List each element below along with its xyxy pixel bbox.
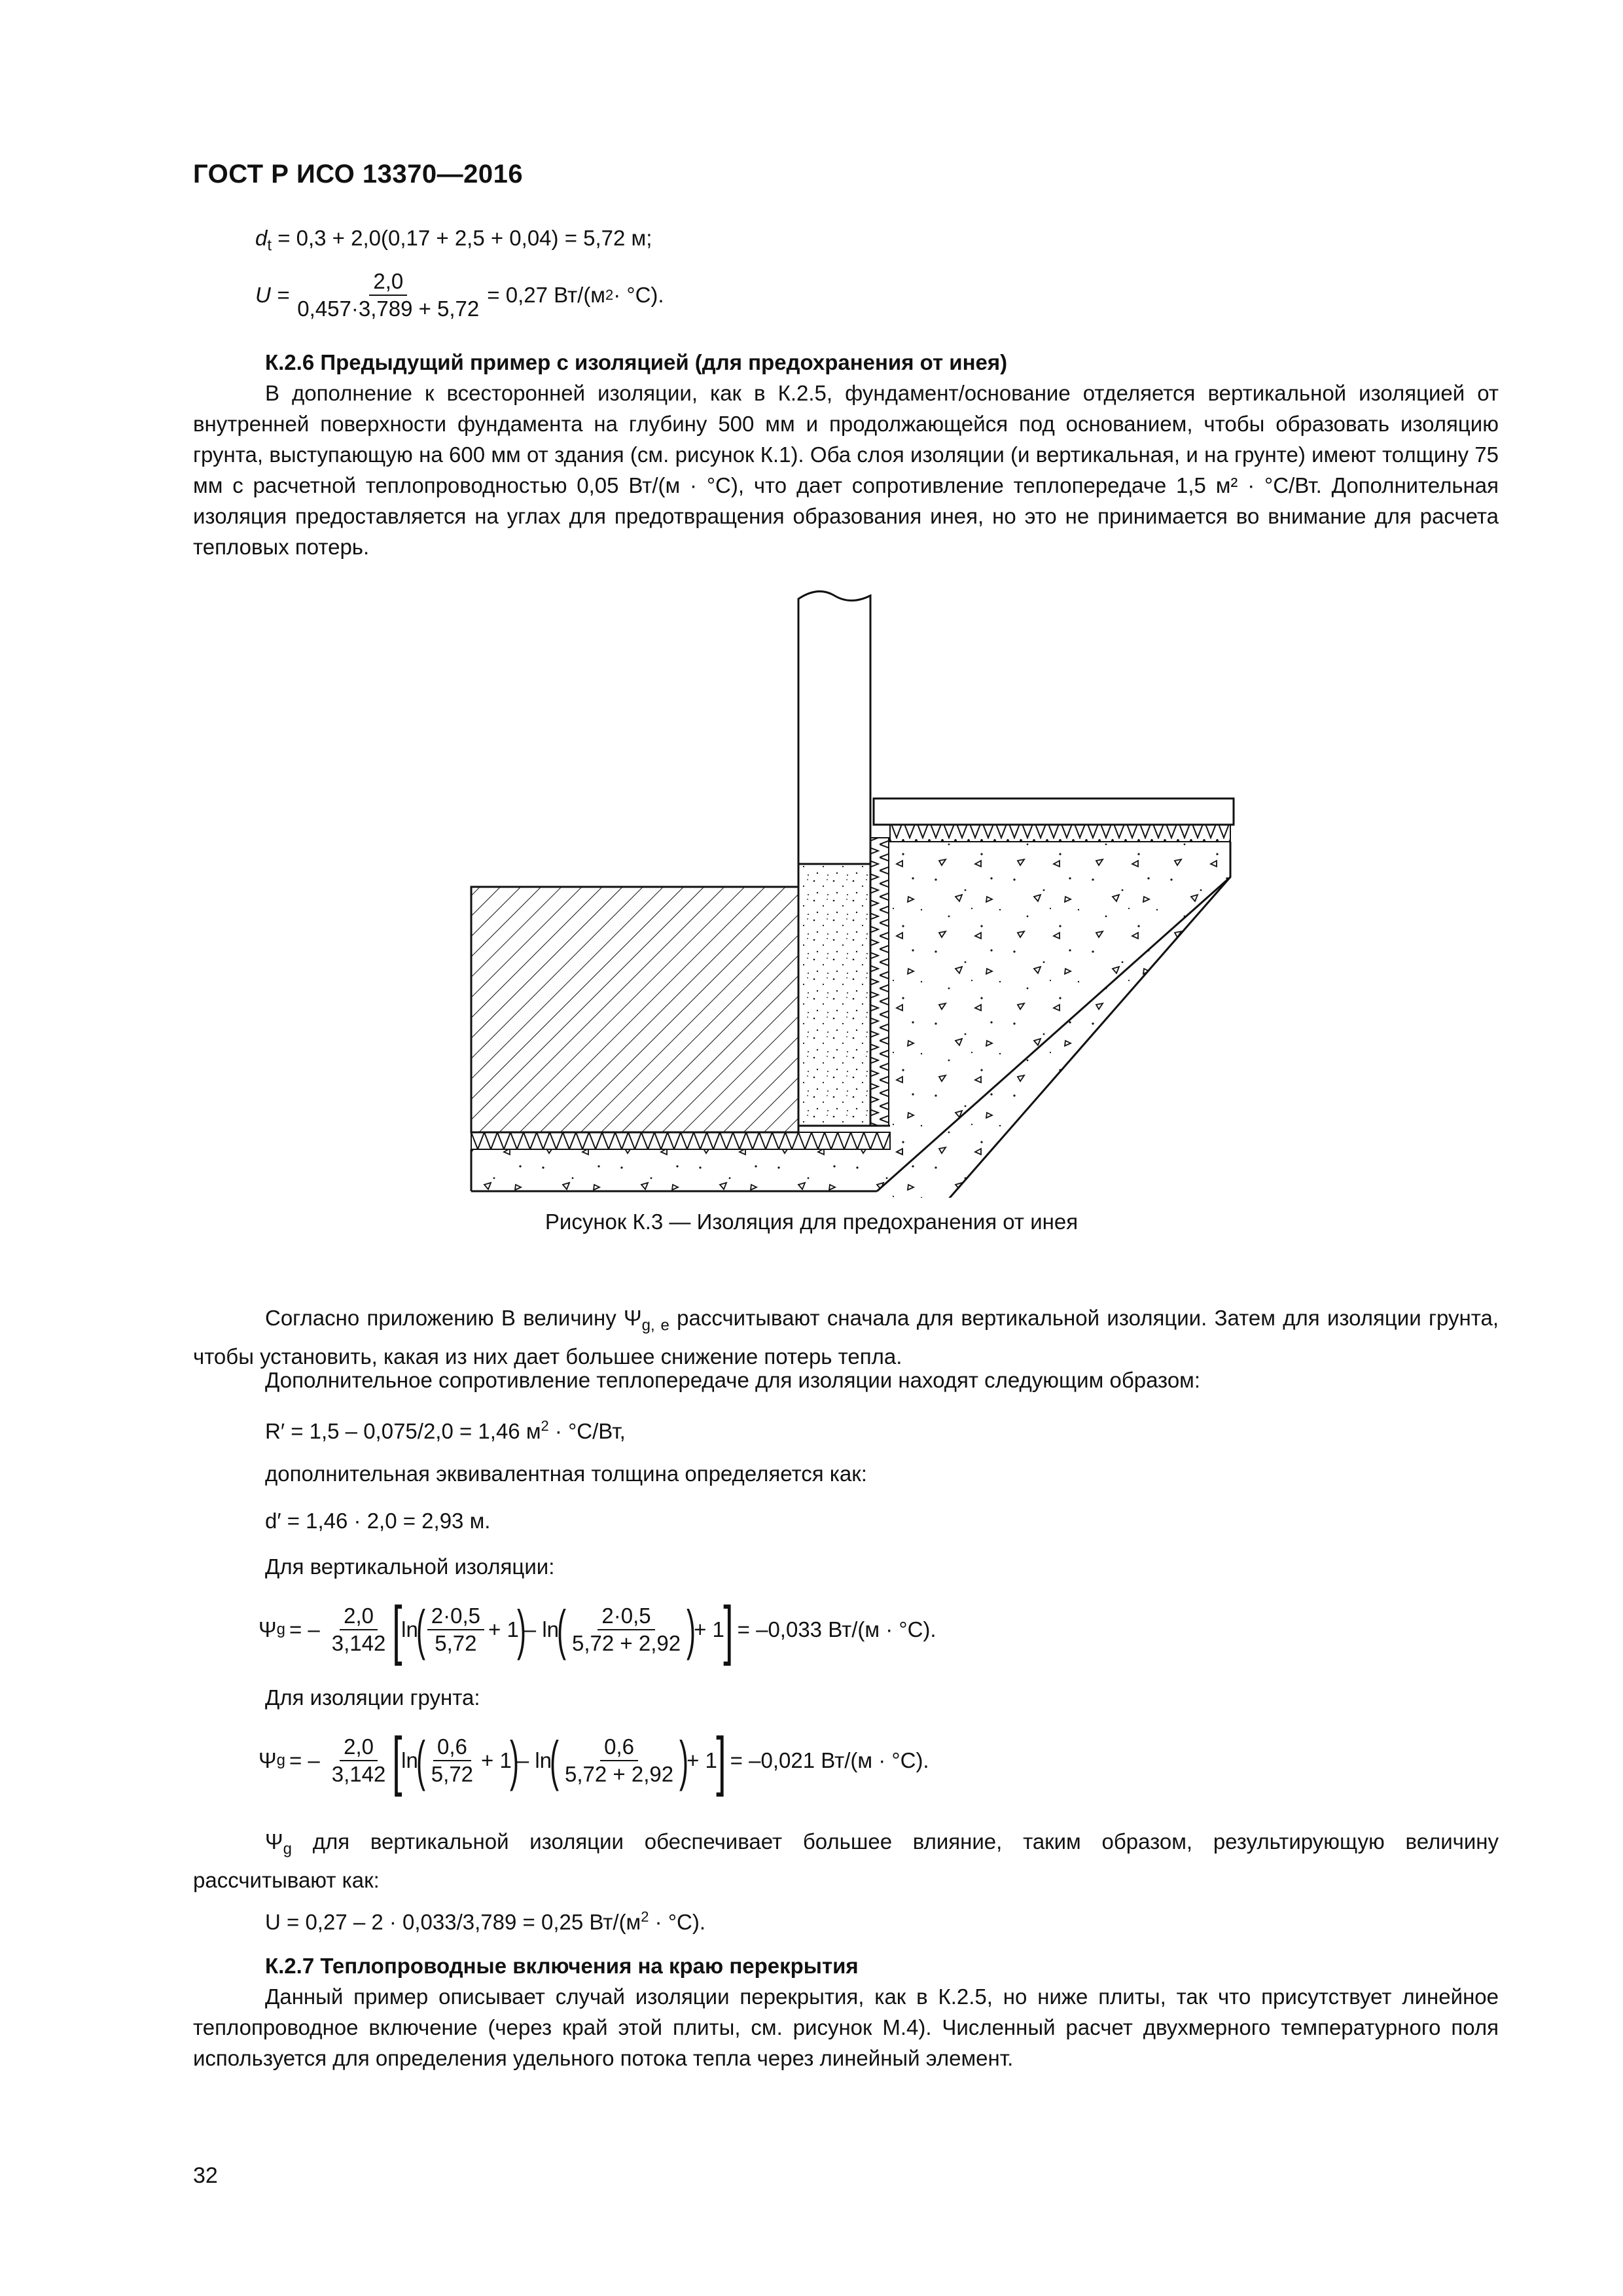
dt-subscript: t <box>267 236 272 255</box>
psi-v-frac3 <box>568 1603 685 1657</box>
psi-v-plus1: + 1 <box>488 1617 519 1641</box>
psi-v-frac2-den: 5,72 <box>435 1631 477 1655</box>
psi-v-coef-den: 3,142 <box>331 1631 386 1655</box>
paren-close: ) <box>687 1599 696 1660</box>
section-k27-text: Данный пример описывает случай изоляции перекрытия, как в К.2.5, но ниже плиты, так что присутствует линейное теплопроводное включение (через край этой плиты, см. рисунок М.4). Численный расчет двухмерного температурного поля используется для определения удельного потока тепла через линейный элемент. <box>193 1984 1499 2070</box>
paragraph-psi-conclusion <box>193 1826 1499 1895</box>
psi-g-minus-ln: – ln <box>516 1748 552 1772</box>
section-k26-text: В дополнение к всесторонней изоляции, как в К.2.5, фундамент/основание отделяется вертикальной изоляцией от внутренней поверхности фундамента на глубину 500 мм и продолжающейся под основанием, чтобы образовать изоляцию грунта, выступающую на 600 мм от здания (см. рисунок К.1). Оба слоя изоляции (и вертикальная, и на грунте) имеют толщину 75 мм с расчетной теплопроводностью 0,05 Вт/(м · °С), что дает сопротивление теплопередаче 1,5 м² · °С/Вт. Дополнительная изоляция предоставляется на углах для предотвращения образования инея, но это не принимается во внимание для расчета тепловых потерь. <box>193 381 1499 559</box>
label-ground-insulation: Для изоляции грунта: <box>265 1685 480 1710</box>
paragraph-psi-intro <box>193 1302 1499 1372</box>
psi-c-symbol: Ψ <box>265 1829 283 1854</box>
psi-v-sub: g <box>276 1621 285 1638</box>
p1-subscript: g, e <box>641 1316 669 1335</box>
psi-v-minus-ln: – ln <box>524 1617 560 1641</box>
psi-c-sub: g <box>283 1840 292 1858</box>
paren-open: ( <box>557 1599 567 1660</box>
formula-psi-ground <box>259 1724 929 1797</box>
paren-open: ( <box>416 1730 425 1791</box>
bracket-close: ] <box>723 1593 734 1666</box>
psi-g-sub: g <box>276 1751 285 1769</box>
dt-expression: = 0,3 + 2,0(0,17 + 2,5 + 0,04) = 5,72 м; <box>272 226 652 250</box>
section-k26 <box>193 347 1499 562</box>
psi-g-symbol: Ψ <box>259 1748 277 1772</box>
psi-v-frac2 <box>427 1603 484 1657</box>
bracket-close: ] <box>716 1724 726 1797</box>
psi-v-coef <box>328 1603 390 1657</box>
psi-v-coef-num: 2,0 <box>340 1603 378 1630</box>
psi-g-frac2-den: 5,72 <box>431 1762 474 1786</box>
u-numerator: 2,0 <box>369 268 407 296</box>
psi-c-text: для вертикальной изоляции обеспечивает большее влияние, таким образом, результирующую величину рассчитывают как: <box>193 1829 1499 1892</box>
psi-v-frac3-den: 5,72 + 2,92 <box>572 1631 681 1655</box>
page-number: 32 <box>193 2163 218 2188</box>
u-denominator: 0,457·3,789 + 5,72 <box>297 296 480 321</box>
psi-v-symbol: Ψ <box>259 1617 277 1641</box>
formula-psi-vertical <box>259 1593 936 1666</box>
section-k27-heading: К.2.7 Теплопроводные включения на краю перекрытия <box>265 1954 859 1978</box>
r-prime-sup: 2 <box>541 1418 549 1434</box>
p1-text-a: Согласно приложению В величину Ψ <box>265 1306 642 1330</box>
u-fraction <box>293 268 483 322</box>
bracket-open: [ <box>392 1724 402 1797</box>
u-final-unit: · °С). <box>649 1910 706 1934</box>
dt-symbol: d <box>255 226 268 250</box>
formula-r-prime <box>265 1410 626 1446</box>
psi-v-result: = –0,033 Вт/(м · °С). <box>737 1617 936 1641</box>
psi-g-ln1: ln <box>401 1748 418 1772</box>
paragraph-resistance: Дополнительное сопротивление теплопередаче для изоляции находят следующим образом: <box>265 1368 1201 1392</box>
psi-v-plus1b: + 1 <box>694 1617 724 1641</box>
document-header: ГОСТ Р ИСО 13370—2016 <box>193 160 524 188</box>
r-prime-unit: · °С/Вт, <box>548 1419 626 1443</box>
r-prime-text: R′ = 1,5 – 0,075/2,0 = 1,46 м <box>265 1419 541 1443</box>
figure-k3-drawing <box>458 583 1263 1198</box>
psi-g-plus1: + 1 <box>481 1748 512 1772</box>
figure-k3-caption: Рисунок К.3 — Изоляция для предохранения от инея <box>544 1210 1079 1234</box>
psi-v-ln1: ln <box>401 1617 418 1641</box>
section-k27 <box>193 1950 1499 2073</box>
formula-u-final <box>265 1901 705 1937</box>
psi-g-plus1b: + 1 <box>687 1748 717 1772</box>
psi-g-frac3-den: 5,72 + 2,92 <box>565 1762 674 1786</box>
paren-open: ( <box>550 1730 560 1791</box>
psi-v-frac3-num: 2·0,5 <box>597 1603 654 1630</box>
u-lhs: U = <box>255 283 290 307</box>
psi-v-frac2-num: 2·0,5 <box>427 1603 484 1630</box>
u-rhs-sup: 2 <box>605 287 614 303</box>
label-vertical-insulation: Для вертикальной изоляции: <box>265 1554 555 1579</box>
u-rhs: = 0,27 Вт/(м <box>487 283 605 307</box>
psi-g-result: = –0,021 Вт/(м · °С). <box>730 1748 929 1772</box>
paren-open: ( <box>416 1599 425 1660</box>
paren-close: ) <box>679 1730 689 1791</box>
bracket-open: [ <box>392 1593 402 1666</box>
psi-g-frac2 <box>427 1734 477 1787</box>
paren-close: ) <box>509 1730 519 1791</box>
psi-g-frac3 <box>561 1734 677 1787</box>
p1-text-b: рассчитывают сначала для вертикальной изоляции. Затем для изоляции грунта, чтобы установить, какая из них дает большее снижение потерь тепла. <box>193 1306 1499 1369</box>
u-rhs-end: · °С). <box>613 283 664 307</box>
psi-g-frac2-num: 0,6 <box>433 1734 471 1761</box>
section-k26-heading: К.2.6 Предыдущий пример с изоляцией (для предохранения от инея) <box>265 350 1008 374</box>
psi-v-eq: = – <box>289 1617 320 1641</box>
psi-g-coef-num: 2,0 <box>340 1734 378 1761</box>
formula-d-prime: d′ = 1,46 · 2,0 = 2,93 м. <box>265 1509 491 1533</box>
u-final-sup: 2 <box>641 1909 649 1925</box>
psi-g-eq: = – <box>289 1748 320 1772</box>
paragraph-equiv-thickness: дополнительная эквивалентная толщина определяется как: <box>265 1462 867 1486</box>
u-final-text: U = 0,27 – 2 · 0,033/3,789 = 0,25 Вт/(м <box>265 1910 641 1934</box>
formula-dt <box>255 223 652 261</box>
psi-g-coef-den: 3,142 <box>331 1762 386 1786</box>
formula-u <box>255 268 664 322</box>
paren-close: ) <box>516 1599 526 1660</box>
psi-g-coef <box>328 1734 390 1787</box>
psi-g-frac3-num: 0,6 <box>600 1734 638 1761</box>
